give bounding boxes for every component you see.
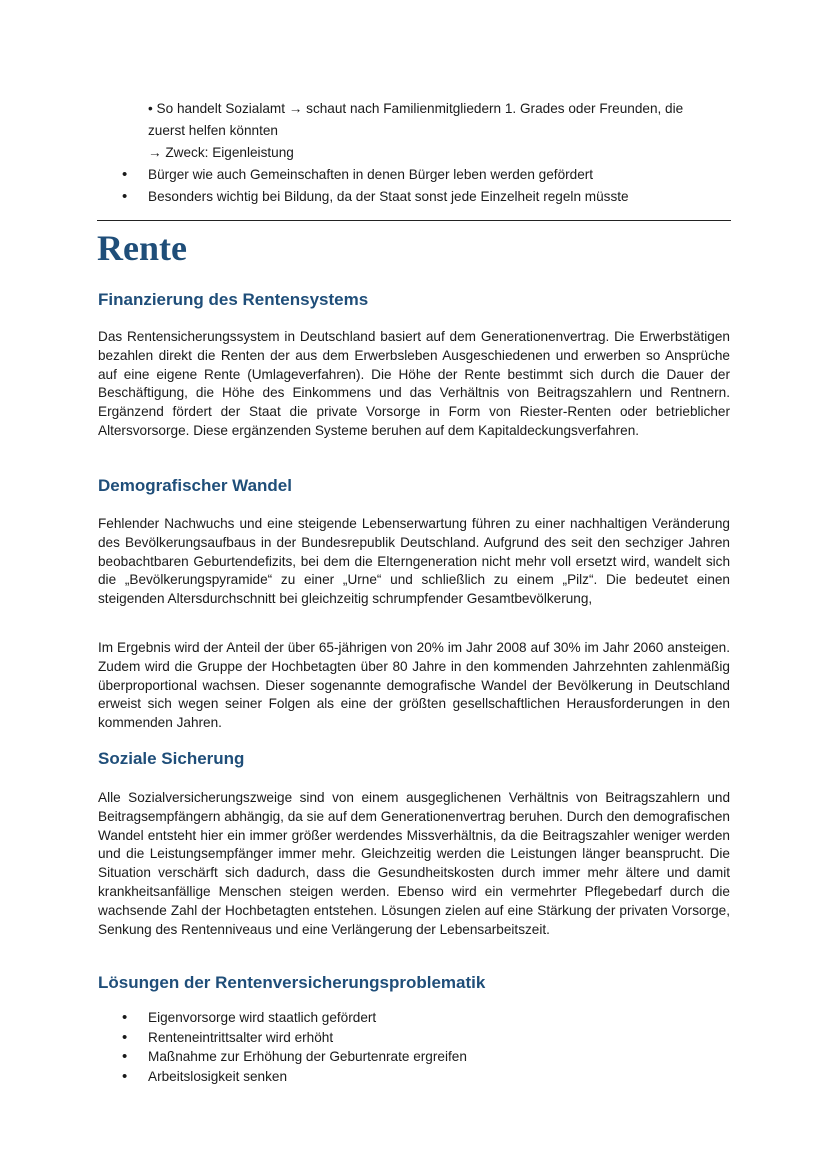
paragraph: Alle Sozialversicherungszweige sind von einem ausgeglichenen Verhältnis von Beitragszahlern und Beitragsempfängern abhängig, da sie auf dem Generationenvertrag beruhen. Durch den demografischen Wandel entsteht hier ein immer größer werdendes Missverhältnis, da die Beitragszahler weniger werden und die Leistungsempfänger immer mehr. Gleichzeitig werden die Leistungen länger beansprucht. Die Situation verschärft sich dadurch, dass die Gesundheitskosten durch immer mehr ältere und damit krankheitsanfällige Menschen steigen werden. Ebenso wird ein vermehrter Pflegebedarf durch die wachsende Zahl der Hochbetagten entstehen. Lösungen zielen auf eine Stärkung der privaten Vorsorge, Senkung des Rentenniveaus und eine Verlängerung der Lebensarbeitszeit. [98, 790, 730, 937]
list-item: • Maßnahme zur Erhöhung der Geburtenrate ergreifen [148, 1047, 467, 1067]
list-item: • Renteneintrittsalter wird erhöht [148, 1028, 467, 1048]
page-title: Rente [97, 228, 187, 268]
section-heading: Soziale Sicherung [98, 749, 245, 768]
bullet-list [148, 1008, 467, 1086]
list-item: • Eigenvorsorge wird staatlich gefördert [148, 1008, 467, 1028]
paragraph: Das Rentensicherungssystem in Deutschland basiert auf dem Generationenvertrag. Die Erwerbstätigen bezahlen direkt die Renten der aus dem Erwerbsleben Ausgeschiedenen und erwerben so Ansprüche auf eine eigene Rente (Umlageverfahren). Die Höhe der Rente bestimmt sich durch die Dauer der Beschäftigung, die Höhe des Einkommens und das Verhältnis von Beitragszahlern und Rentnern. Ergänzend fördert der Staat die private Vorsorge in Form von Riester-Renten oder betrieblicher Altersvorsorge. Diese ergänzenden Systeme beruhen auf dem Kapitaldeckungsverfahren. [98, 329, 730, 438]
section-heading: Demografischer Wandel [98, 476, 292, 495]
paragraph: Fehlender Nachwuchs und eine steigende Lebenserwartung führen zu einer nachhaltigen Veränderung des Bevölkerungsaufbaus in der Bundesrepublik Deutschland. Aufgrund des seit den sechziger Jahren beobachtbaren Geburtendefizits, bei dem die Elterngeneration nicht mehr voll ersetzt wird, wandelt sich die „Bevölkerungspyramide“ zu einer „Urne“ und schließlich zu einem „Pilz“. Die bedeutet einen steigenden Altersdurchschnitt bei gleichzeitig schrumpfender Gesamtbevölkerung, [98, 516, 730, 607]
list-item: • Bürger wie auch Gemeinschaften in denen Bürger leben werden gefördert [148, 164, 593, 186]
list-item: • Arbeitslosigkeit senken [148, 1067, 467, 1087]
section-heading: Finanzierung des Rentensystems [98, 290, 369, 309]
horizontal-rule [97, 220, 731, 221]
paragraph: Im Ergebnis wird der Anteil der über 65-jährigen von 20% im Jahr 2008 auf 30% im Jahr 2060 ansteigen. Zudem wird die Gruppe der Hochbetagten über 80 Jahre in den kommenden Jahrzehnten zahlenmäßig überproportional wachsen. Dieser sogenannte demografische Wandel der Bevölkerung in Deutschland erweist sich wegen seiner Folgen als eine der größten gesellschaftlichen Herausforderungen in den kommenden Jahren. [98, 640, 730, 731]
section-heading: Lösungen der Rentenversicherungsproblematik [98, 973, 486, 992]
text-line: zuerst helfen könnten [148, 123, 278, 138]
text-line: • So handelt Sozialamt → schaut nach Familienmitgliedern 1. Grades oder Freunden, die [148, 101, 684, 116]
list-item: • Besonders wichtig bei Bildung, da der Staat sonst jede Einzelheit regeln müsste [148, 186, 629, 208]
text-line: → Zweck: Eigenleistung [148, 145, 294, 160]
